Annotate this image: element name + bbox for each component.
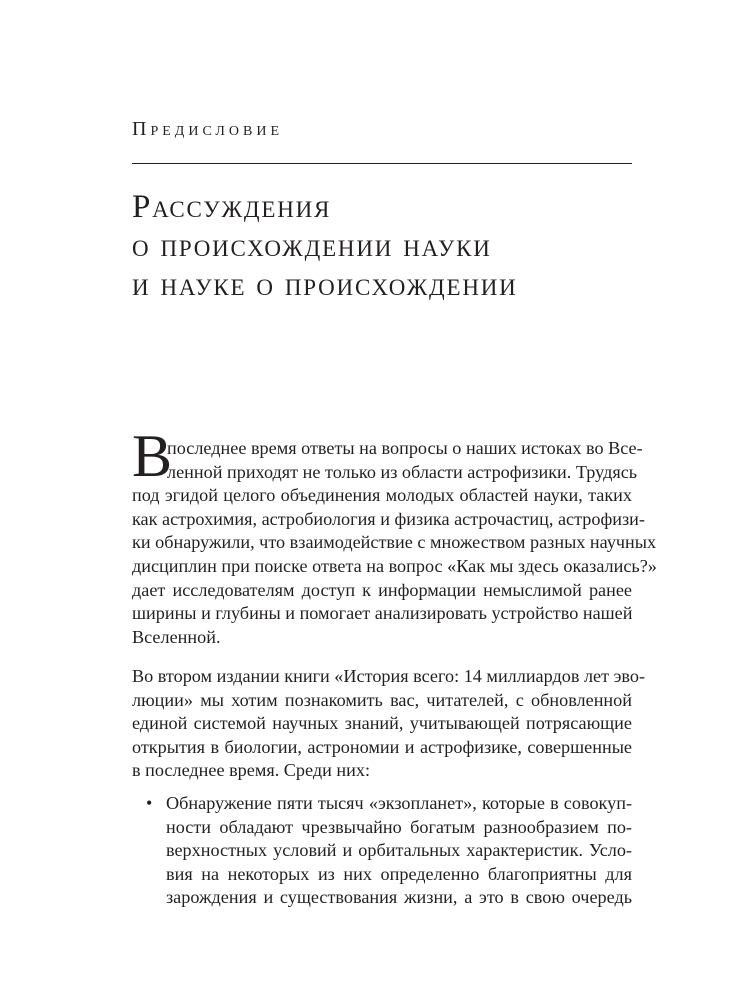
text-line: дисциплин при поиске ответа на вопрос «Как мы здесь оказались?»: [132, 555, 657, 576]
text-line: верхностных условий и орбитальных характеристик. Усло-: [166, 840, 632, 861]
text-line: единой системой научных знаний, учитывающей потрясающие: [132, 713, 632, 734]
chapter-title: [132, 188, 652, 305]
text-line: как астрохимия, астробиология и физика астрочастиц, астрофизи-: [132, 508, 645, 529]
text-line: в последнее время. Среди них:: [132, 760, 371, 781]
paragraph-intro: [132, 437, 657, 649]
section-label: Предисловие: [132, 118, 284, 140]
text-line: люции» мы хотим познакомить вас, читателей, с обновленной: [132, 689, 632, 710]
text-line: под эгидой целого объединения молодых областей науки, таких: [132, 485, 632, 506]
text-line: зарождения и существования жизни, а это в свою очередь: [166, 887, 632, 908]
text-line: дает исследователям доступ к информации немыслимой ранее: [132, 579, 632, 600]
section-divider: [132, 163, 632, 164]
text-line: Вселенной.: [132, 626, 221, 647]
paragraph-second-edition: [132, 665, 646, 783]
bullet-marker: •: [146, 793, 153, 813]
text-line: ленной приходят не только из области астрофизики. Трудясь: [167, 461, 638, 482]
text-line: ширины и глубины и помогает анализировать устройство нашей: [132, 603, 633, 624]
chapter-title-line: Рассуждения: [132, 189, 332, 225]
text-line: Во втором издании книги «История всего: 14 миллиардов лет эво-: [132, 666, 646, 686]
bullet-item-exoplanets: [166, 792, 632, 910]
text-line: ности обладают чрезвычайно богатым разнообразием по-: [166, 816, 632, 837]
text-line: вия на некоторых из них определенно благоприятны для: [166, 863, 632, 884]
text-line: ки обнаружили, что взаимодействие с множеством разных научных: [132, 532, 657, 553]
text-line: открытия в биологии, астрономии и астрофизике, совершенные: [132, 736, 632, 757]
chapter-title-line: о происхождении науки: [132, 228, 492, 264]
text-line: последнее время ответы на вопросы о наших истоках во Все-: [167, 438, 643, 458]
text-line: Обнаружение пяти тысяч «экзопланет», которые в совокуп-: [166, 793, 632, 813]
chapter-title-line: и науке о происхождении: [132, 267, 518, 303]
drop-cap: В: [132, 423, 173, 489]
